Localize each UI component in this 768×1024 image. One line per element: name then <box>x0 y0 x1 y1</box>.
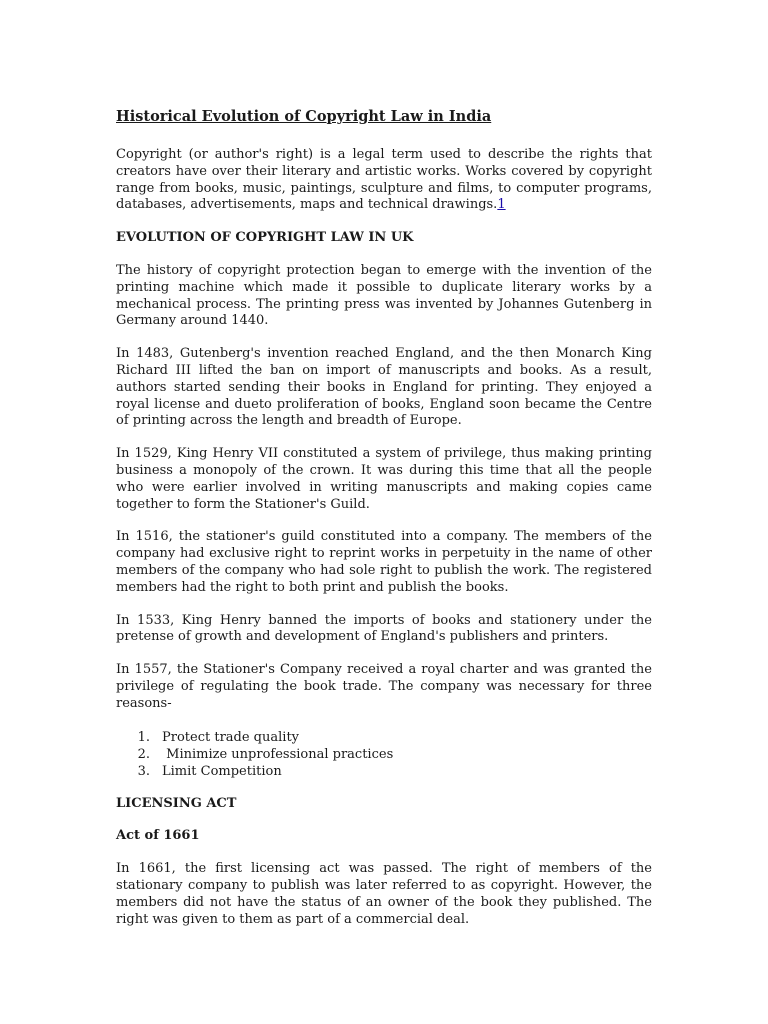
list-item <box>116 729 652 746</box>
paragraph: In 1483, Gutenberg's invention reached England, and the then Monarch King Richard III lifted the ban on import of manuscripts and books. As a result, authors started sending their books in England for printing. They enjoyed a royal license and dueto proliferation of books, England soon became the Centre of printing across the length and breadth of Europe. <box>116 346 652 429</box>
list-item-number: 1. <box>137 729 150 745</box>
list-item <box>116 763 652 780</box>
intro-paragraph <box>116 147 652 214</box>
paragraph: In 1529, King Henry VII constituted a system of privilege, thus making printing business a monopoly of the crown. It was during this time that all the people who were earlier involved in writing manuscripts and making copies came together to form the Stationer's Guild. <box>116 446 652 512</box>
list-item-text: Minimize unprofessional practices <box>162 746 394 762</box>
subheading-act-1661: Act of 1661 <box>116 828 200 844</box>
intro-text: Copyright (or author's right) is a legal term used to describe the rights that creators have over their literary and artistic works. Works covered by copyright range from books, music, paintings, sculpture and films, to computer programs, databases, advertisements, maps and technical drawings. <box>116 147 652 213</box>
list-item-number: 2. <box>137 746 150 762</box>
list-item-number: 3. <box>137 763 150 779</box>
paragraph: The history of copyright protection began to emerge with the invention of the printing machine which made it possible to duplicate literary works by a mechanical process. The printing press was invented by Johannes Gutenberg in Germany around 1440. <box>116 262 652 329</box>
paragraph: In 1557, the Stationer's Company received a royal charter and was granted the privilege of regulating the book trade. The company was necessary for three reasons- <box>116 662 652 711</box>
list-item-text: Limit Competition <box>162 763 282 779</box>
list-item-text: Protect trade quality <box>162 729 300 745</box>
section-heading-licensing: LICENSING ACT <box>116 795 237 811</box>
reasons-list <box>116 729 652 780</box>
act-paragraph: In 1661, the first licensing act was passed. The right of members of the stationary company to publish was later referred to as copyright. However, the members did not have the status of an owner of the book they published. The right was given to them as part of a commercial deal. <box>116 861 652 927</box>
document-title: Historical Evolution of Copyright Law in India <box>116 108 492 125</box>
section-heading-uk: EVOLUTION OF COPYRIGHT LAW IN UK <box>116 230 414 246</box>
paragraph: In 1516, the stationer's guild constituted into a company. The members of the company had exclusive right to reprint works in perpetuity in the name of other members of the company who had sole right to publish the work. The registered members had the right to both print and publish the books. <box>116 529 652 595</box>
paragraph: In 1533, King Henry banned the imports of books and stationery under the pretense of growth and development of England's publishers and printers. <box>116 612 652 645</box>
list-item <box>116 746 652 763</box>
footnote-link[interactable]: 1 <box>497 197 506 213</box>
